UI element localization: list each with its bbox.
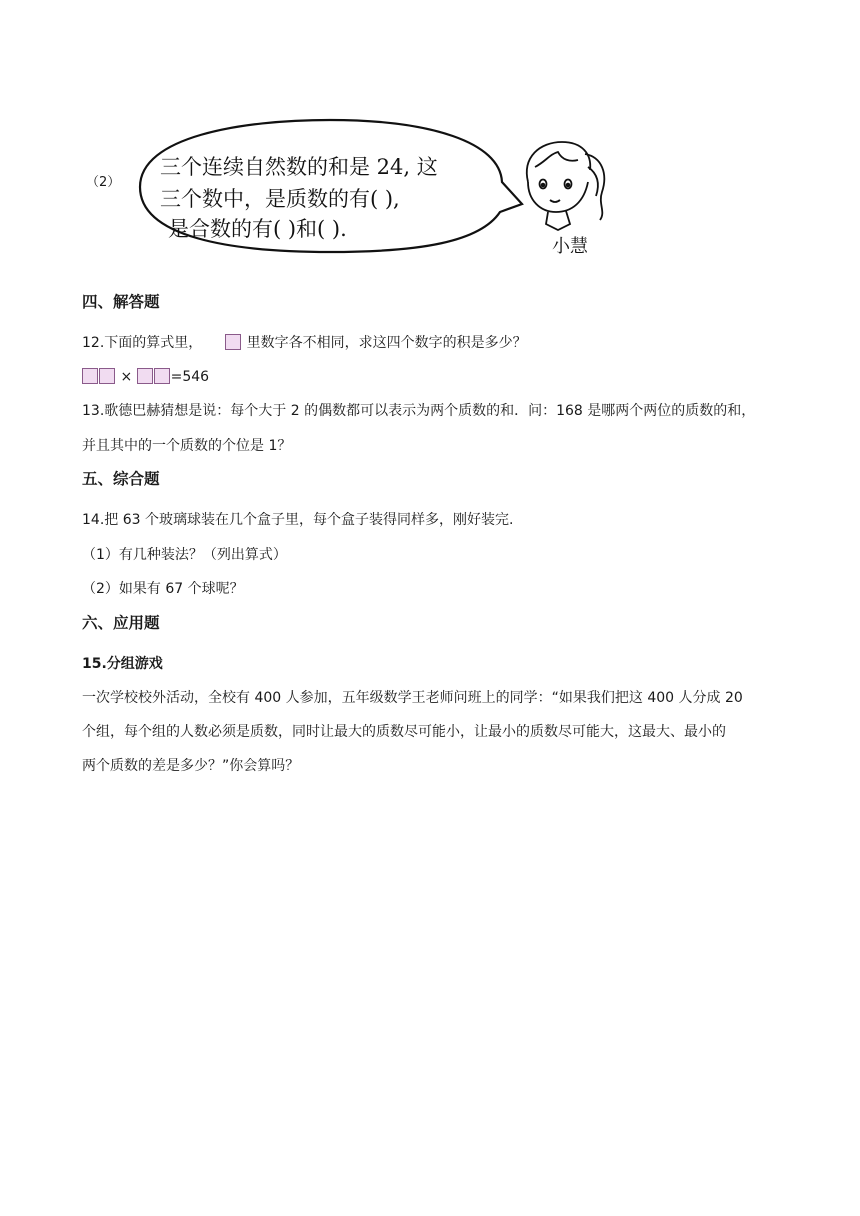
blank-box-icon [99, 368, 115, 384]
q15-line-3: 两个质数的差是多少？”你会算吗？ [82, 758, 300, 774]
q12-suffix: 里数字各不相同，求这四个数字的积是多少？ [246, 335, 527, 351]
section-6-title: 六、应用题 [82, 614, 160, 632]
blank-box-icon [225, 334, 241, 350]
q15-title: 15.分组游戏 [82, 656, 163, 672]
q13-line-2: 并且其中的一个质数的个位是 1？ [82, 438, 292, 454]
q14-part-2: （2）如果有 67 个球呢？ [82, 581, 244, 597]
q12-line [82, 333, 527, 353]
q12-prefix: 12.下面的算式里， [82, 335, 203, 351]
blank-box-icon [137, 368, 153, 384]
q11-part2-label: （2） [86, 175, 121, 190]
times-sign: × [120, 369, 133, 385]
q13-line-1: 13.歌德巴赫猜想是说：每个大于 2 的偶数都可以表示为两个质数的和．问：168 是哪两个两位的质数的和， [82, 403, 756, 419]
bubble-line-2: 三个数中，是质数的有( ), [160, 187, 400, 211]
character-name: 小慧 [552, 236, 588, 257]
section-5-title: 五、综合题 [82, 470, 160, 488]
girl-character-icon [527, 142, 604, 230]
blank-box-icon [82, 368, 98, 384]
q14-part-1: （1）有几种装法？（列出算式） [82, 547, 287, 563]
bubble-line-3: 是合数的有( )和( ). [168, 217, 347, 241]
blank-box-icon [154, 368, 170, 384]
bubble-line-1: 三个连续自然数的和是 24, 这 [160, 155, 438, 179]
speech-bubble-illustration [130, 112, 610, 262]
section-4-title: 四、解答题 [82, 293, 160, 311]
q15-line-2: 个组，每个组的人数必须是质数，同时让最大的质数尽可能小，让最小的质数尽可能大，这最大、最小的 [82, 724, 726, 740]
q12-equation [82, 367, 209, 387]
q15-line-1: 一次学校校外活动，全校有 400 人参加，五年级数学王老师问班上的同学：“如果我们把这 400 人分成 20 [82, 690, 743, 706]
q14-stem: 14.把 63 个玻璃球装在几个盒子里，每个盒子装得同样多，刚好装完. [82, 512, 514, 528]
equation-result: =546 [170, 369, 210, 385]
